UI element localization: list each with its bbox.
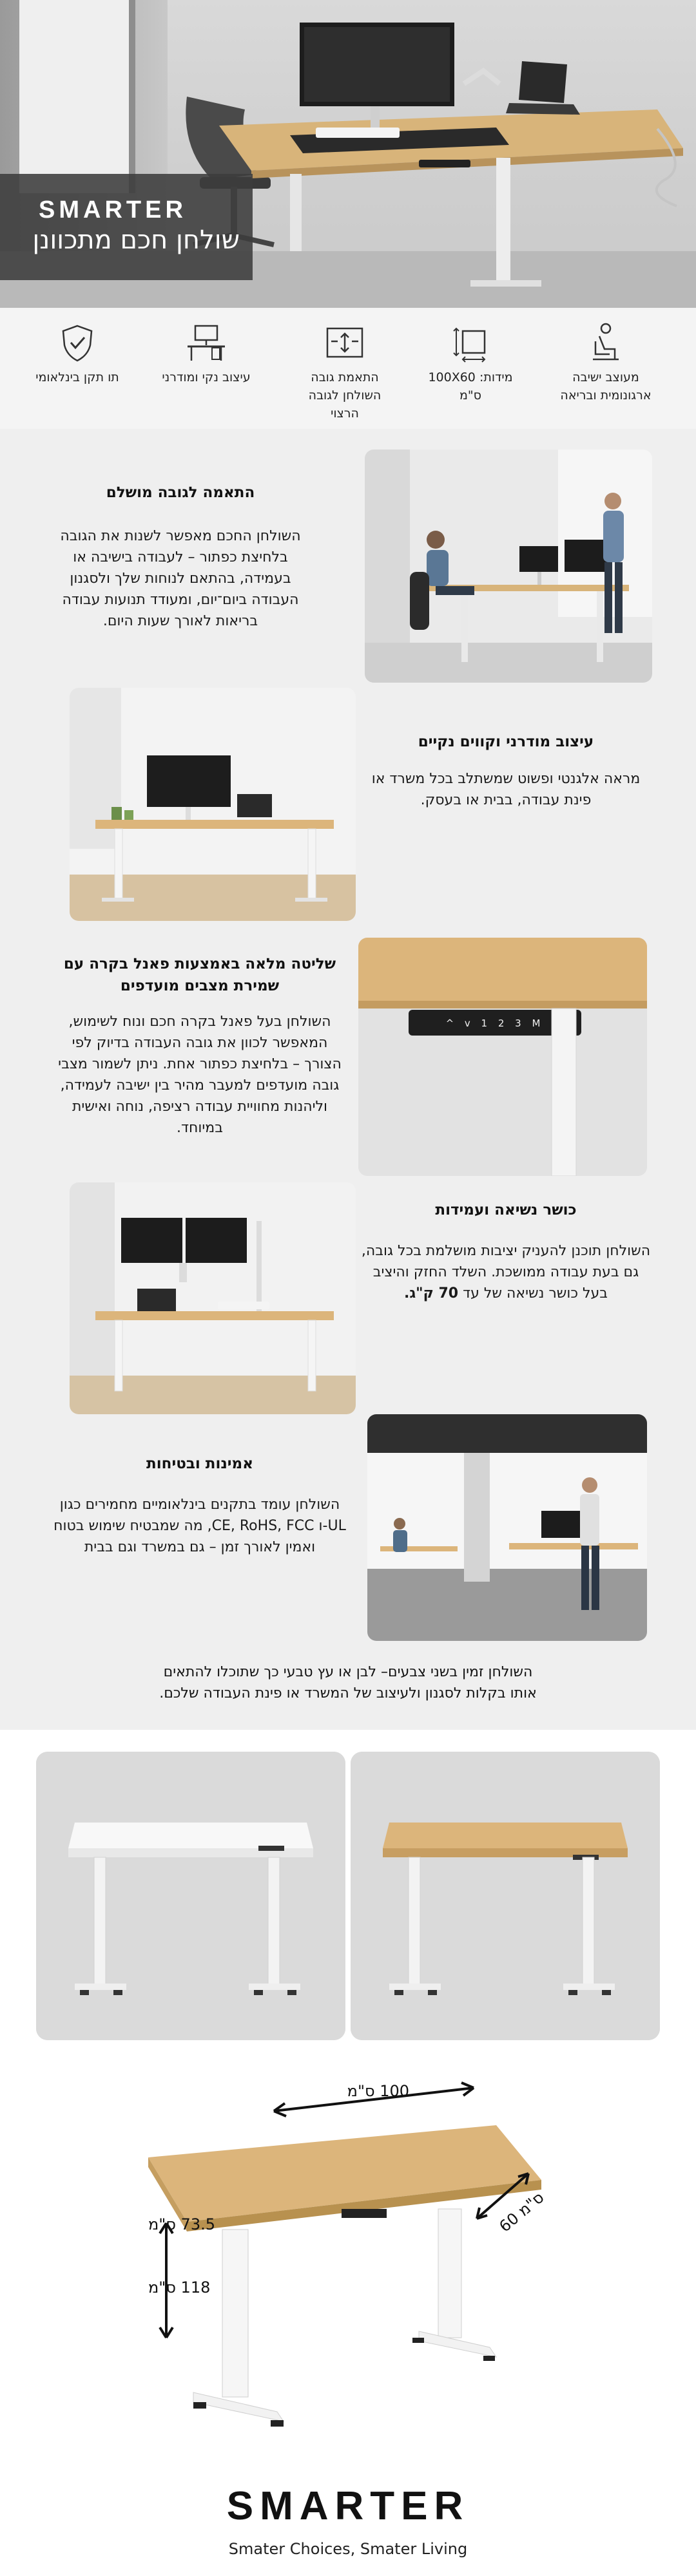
open-office-illustration — [367, 1414, 647, 1641]
office-scene-illustration — [365, 450, 652, 683]
photo-dual-monitor-desk — [70, 1182, 356, 1414]
section-safety — [52, 1453, 348, 1558]
footer-slogan: Smater Choices, Smater Living — [228, 2540, 468, 2558]
features-strip — [0, 308, 696, 429]
modern-desk-illustration — [70, 688, 356, 921]
section-load — [361, 1199, 651, 1304]
dimension-min-height-label: 73.5 ס"מ — [148, 2215, 215, 2233]
feature-label-ergonomic: מעוצב ישיבה ארגונומית ובריאה — [560, 370, 652, 402]
section-height — [58, 482, 303, 632]
section-safety-title: אמינות ובטיחות — [146, 1455, 253, 1472]
section-load-body — [361, 1240, 651, 1304]
photo-height-office — [365, 450, 652, 683]
hero-window — [19, 0, 135, 193]
section-control — [52, 953, 348, 1139]
footer-brand-logo: SMARTER — [226, 2484, 470, 2528]
control-panel-keys: ^ v 1 2 3 M — [445, 1018, 545, 1029]
control-panel-illustration — [358, 938, 647, 1176]
feature-label-certified: תו תקן בינלאומי — [35, 370, 119, 384]
section-load-title: כושר נשיאה ועמידות — [435, 1202, 577, 1218]
hero-banner — [0, 0, 696, 308]
colors-description: השולחן זמין בשני צבעים– לבן או עץ טבעי כך שתוכלו להתאים אותו בקלות לסגנון ולעיצוב של המשרד או פינת העבודה שלכם. — [159, 1664, 537, 1701]
desk-workstation-icon — [184, 322, 229, 363]
feature-certified — [26, 322, 129, 419]
section-control-title: שליטה מלאה באמצעות פאנל בקרה עם שמירת מצבים מועדפים — [63, 956, 336, 994]
feature-height-adjust — [293, 322, 396, 419]
feature-design — [155, 322, 258, 419]
section-control-body: השולחן בעל פאנל בקרה חכם ונוח לשימוש, המאפשר לכוון את גובה העבודה בדיוק לפי הצורך – בלחיצת כפתור אחת. ניתן לשמור מצבי גובה מועדפים למעבר מהיר בין ישיבה לעמידה, וליהנות מחוויית עבודה רציפה, נוחה ואישית במיוחד. — [58, 1014, 342, 1136]
section-load-weight: 70 ק"ג. — [403, 1285, 459, 1302]
dimension-max-height-label: 118 ס"מ — [148, 2278, 211, 2297]
section-safety-body: השולחן עומד בתקנים בינלאומיים מחמירים כגון UL-ו CE, RoHS, FCC, מה שמבטיח שימוש בטוח ואמין לאורך זמן – גם במשרד וגם בבית — [53, 1497, 346, 1555]
certified-shield-icon — [58, 322, 97, 363]
feature-label-height-adjust: התאמת גובה השולחן לגובה הרצוי — [308, 370, 382, 421]
section-height-body: השולחן החכם מאפשר לשנות את הגובה בלחיצת כפתור – לעבודה בישיבה או בעמידה, בהתאם לנוחות שלך ולסגנון העבודה ביום־יום, ומעודד תנועות עבודה בריאות לאורך שעות היום. — [60, 528, 301, 629]
dimensions-icon — [451, 322, 490, 363]
section-load-body-text: השולחן תוכנן להעניק יציבות מושלמת בכל גובה, גם בעת עבודה ממושכת. השלד החזק והיציב בעל כושר נשיאה של עד — [361, 1243, 651, 1302]
hero-title: שולחן חכם מתכוונן — [32, 225, 240, 255]
wood-desk-illustration — [351, 1752, 660, 2040]
section-design-body: מראה אלגנטי ופשוט שמשתלב בכל משרד או פינת עבודה, בבית או בעסק. — [371, 771, 641, 808]
photo-modern-desk — [70, 688, 356, 921]
dual-monitor-desk-illustration — [70, 1182, 356, 1414]
dimensions-diagram — [0, 2061, 696, 2460]
feature-label-dimensions: מידות: 100X60 ס"מ — [428, 370, 513, 402]
photo-control-panel — [358, 938, 647, 1176]
color-option-wood — [351, 1752, 660, 2040]
height-adjust-icon — [322, 322, 367, 363]
feature-ergonomic — [554, 322, 657, 419]
section-design — [361, 731, 651, 811]
section-height-title: התאמה לגובה מושלם — [106, 484, 255, 501]
photo-open-office — [367, 1414, 647, 1641]
hero-brand-logo: SMARTER — [39, 196, 187, 223]
section-design-title: עיצוב מודרני וקווים נקיים — [418, 734, 594, 750]
dimension-depth-label: 60 ס"מ — [496, 2188, 548, 2236]
feature-dimensions — [419, 322, 522, 419]
color-option-white — [36, 1752, 345, 2040]
dimension-width-label: 100 ס"מ — [347, 2082, 409, 2100]
white-desk-illustration — [36, 1752, 345, 2040]
ergonomic-seat-icon — [586, 322, 625, 363]
feature-label-design: עיצוב נקי ומודרני — [162, 370, 251, 384]
